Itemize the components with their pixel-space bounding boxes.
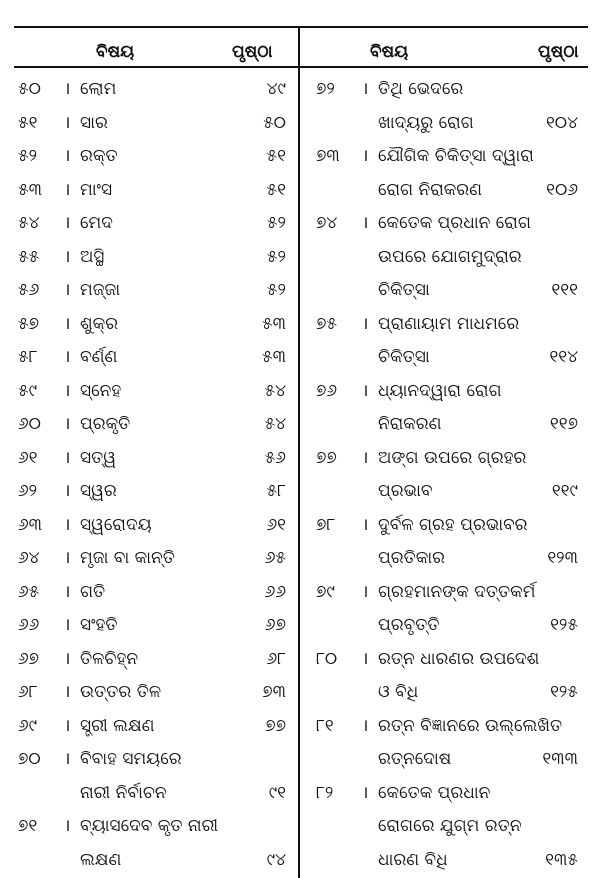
entry-number: ୬୩	[18, 514, 43, 535]
toc-entry	[18, 273, 286, 307]
toc-entry	[316, 508, 578, 542]
toc-entry	[316, 809, 578, 843]
entry-title: ଗ୍ରହମାନଙ୍କ ଦତ୍ତକର୍ମ	[378, 581, 536, 602]
toc-entry	[316, 675, 578, 709]
entry-number: ୭୮	[316, 514, 336, 535]
entry-page: ୭୩	[262, 682, 286, 702]
separator-mark: ।	[64, 347, 71, 367]
separator-mark: ।	[362, 380, 369, 401]
separator-mark: ।	[64, 246, 71, 267]
toc-entry	[18, 240, 286, 274]
entry-page: ୫୩	[262, 347, 286, 367]
separator-mark: ।	[64, 213, 71, 233]
separator-mark: ।	[64, 146, 71, 166]
separator-mark: ।	[64, 179, 71, 200]
entry-page: ୯୧	[268, 782, 286, 803]
entry-page: ୧୨୫	[550, 682, 578, 702]
entry-number: ୬୬	[18, 615, 40, 635]
toc-entry	[316, 374, 578, 408]
entry-page: ୧୧୧	[551, 280, 578, 300]
entry-page: ୫୧	[266, 179, 286, 200]
entry-page: ୫୬	[264, 447, 286, 468]
entry-number: ୭୫	[316, 313, 338, 334]
entry-number: ୮୦	[316, 648, 338, 669]
separator-mark: ।	[64, 548, 71, 568]
entry-title: ପ୍ରବୃତ୍ତି	[378, 615, 440, 635]
entry-title: ନିରାକରଣ	[378, 414, 442, 434]
separator-mark: ।	[362, 79, 369, 99]
entry-title: ରତ୍ନ ବିଜ୍ଞାନରେ ଉଲ୍ଲେଖିତ	[378, 715, 563, 736]
entry-number: ୫୩	[18, 179, 42, 200]
toc-entry	[18, 675, 286, 709]
entry-page: ୧୨୫	[550, 615, 578, 635]
entry-title: ସାର	[80, 112, 108, 133]
toc-entry	[18, 776, 286, 810]
entry-title: ଦୁର୍ବଳ ଗ୍ରହ ପ୍ରଭାବର	[378, 514, 528, 535]
toc-entry	[316, 72, 578, 106]
separator-mark: ।	[64, 481, 71, 501]
separator-mark: ।	[362, 146, 369, 166]
separator-mark: ।	[362, 782, 369, 803]
entry-title: ସଂହତି	[80, 615, 118, 635]
toc-entry	[316, 173, 578, 207]
entry-title: ଉତ୍ତର ତିଳ	[80, 682, 162, 702]
entry-title: ପ୍ରାଣାୟାମ ମାଧମରେ	[378, 313, 520, 334]
entry-title: ଚିକିତ୍ସା	[378, 280, 430, 300]
toc-entry	[316, 843, 578, 877]
entry-page: ୧୩୫	[545, 849, 578, 870]
toc-entry	[316, 407, 578, 441]
toc-entry	[18, 843, 286, 877]
toc-entry	[18, 809, 286, 843]
toc-entry	[316, 608, 578, 642]
toc-entry	[18, 608, 286, 642]
toc-entry	[18, 173, 286, 207]
toc-entry	[316, 106, 578, 140]
entry-title: ଅସ୍ଥି	[80, 246, 105, 267]
entry-number: ୭୧	[18, 816, 38, 836]
entry-title: ପ୍ରତିକାର	[378, 548, 446, 568]
column-divider	[298, 26, 300, 878]
toc-entry	[316, 340, 578, 374]
header-rule	[14, 66, 588, 68]
entry-number: ୬୧	[18, 447, 38, 468]
separator-mark: ।	[362, 514, 369, 535]
entry-number: ୬୦	[18, 414, 41, 434]
entry-number: ୮୧	[316, 715, 334, 736]
entry-number: ୫୮	[18, 347, 38, 367]
separator-mark: ।	[64, 280, 71, 300]
toc-entry	[18, 106, 286, 140]
entry-title: ବିବାହ ସମୟରେ	[80, 749, 182, 769]
entry-page: ୫୨	[266, 213, 286, 233]
separator-mark: ।	[64, 749, 71, 769]
entry-title: ଚିକିତ୍ସା	[378, 347, 430, 367]
separator-mark: ।	[64, 414, 71, 434]
toc-entry	[18, 340, 286, 374]
entry-number: ୬୮	[18, 682, 38, 702]
entry-page: ୧୦୪	[545, 112, 578, 133]
entry-page: ୯୪	[266, 849, 286, 870]
entry-title: ଓ ବିଧି	[378, 682, 419, 702]
entry-title: ରକ୍ତ	[80, 146, 118, 166]
toc-entry	[18, 642, 286, 676]
entry-title: ବ୍ୟାସଦେବ କୃତ ନାରୀ	[80, 816, 219, 836]
entry-page: ୬୧	[266, 514, 286, 535]
toc-entry	[316, 776, 578, 810]
entry-number: ୫୪	[18, 213, 40, 233]
entry-title: ଅଙ୍ଗ ଉପରେ ଗ୍ରହର	[378, 447, 527, 468]
separator-mark: ।	[64, 615, 71, 635]
entry-number: ୬୭	[18, 648, 40, 669]
entry-page: ୬୬	[264, 581, 286, 602]
entry-page: ୭୭	[265, 715, 286, 736]
entry-title: ଯୌଗିକ ଚିକିତ୍ସା ଦ୍ୱାରା	[378, 146, 534, 166]
entry-title: କେତେକ ପ୍ରଧାନ ରୋଗ	[378, 213, 531, 233]
toc-entry	[18, 508, 286, 542]
entry-number: ୭୪	[316, 213, 338, 233]
entry-number: ୫୫	[18, 246, 40, 267]
separator-mark: ।	[64, 715, 71, 736]
entry-number: ୭୦	[18, 749, 41, 769]
entry-page: ୧୧୭	[549, 414, 578, 434]
left-page-header: ପୃଷ୍ଠା	[232, 42, 273, 62]
entry-title: ଖାଦ୍ୟରୁ ରୋଗ	[378, 112, 474, 133]
entry-number: ୮୨	[316, 782, 334, 803]
toc-entry	[18, 139, 286, 173]
entry-page: ୧୧୪	[549, 347, 578, 367]
entry-number: ୬୨	[18, 481, 38, 501]
entry-title: ପ୍ରକୃତି	[80, 414, 131, 434]
toc-entry	[18, 307, 286, 341]
top-rule	[14, 26, 588, 28]
entry-page: ୫୨	[266, 280, 286, 300]
toc-entry	[18, 474, 286, 508]
toc-entry	[316, 240, 578, 274]
entry-number: ୫୯	[18, 380, 38, 401]
entry-number: ୫୧	[18, 112, 38, 133]
entry-number: ୭୬	[316, 380, 338, 401]
entry-page: ୬୮	[266, 648, 286, 669]
separator-mark: ।	[64, 79, 71, 99]
toc-entry	[316, 139, 578, 173]
entry-title: ତିଳଚିହ୍ନ	[80, 648, 139, 669]
entry-page: ୧୩୩	[542, 749, 578, 769]
toc-entry	[316, 441, 578, 475]
separator-mark: ।	[64, 682, 71, 702]
separator-mark: ।	[362, 581, 369, 602]
entry-title: ଲକ୍ଷଣ	[80, 849, 122, 870]
entry-number: ୭୭	[316, 447, 337, 468]
separator-mark: ।	[362, 313, 369, 334]
entry-title: ମୃଜା ବା କାନ୍ତି	[80, 548, 175, 568]
entry-title: ସ୍ତ୍ରୀ ଲକ୍ଷଣ	[80, 715, 155, 736]
toc-entry	[18, 441, 286, 475]
separator-mark: ।	[362, 447, 369, 468]
toc-entry	[18, 206, 286, 240]
toc-entry	[316, 474, 578, 508]
entry-page: ୫୧	[266, 146, 286, 166]
entry-number: ୫୬	[18, 280, 40, 300]
right-subject-header: ବିଷୟ	[370, 42, 409, 62]
toc-entry	[18, 709, 286, 743]
entry-page: ୬୫	[264, 548, 286, 568]
entry-title: ସ୍ୱରୋଦୟ	[80, 514, 152, 535]
entry-title: ସତ୍ୱ	[80, 447, 117, 468]
toc-entry	[316, 307, 578, 341]
toc-entry	[18, 575, 286, 609]
entry-number: ୬୯	[18, 715, 38, 736]
separator-mark: ।	[64, 112, 71, 133]
entry-page: ୫୮	[266, 481, 286, 501]
toc-entry	[316, 742, 578, 776]
toc-entry	[18, 72, 286, 106]
entry-number: ୬୪	[18, 548, 40, 568]
toc-entry	[18, 541, 286, 575]
entry-title: ଗତି	[80, 581, 106, 602]
entry-page: ୫୦	[263, 112, 286, 133]
separator-mark: ।	[64, 581, 71, 602]
separator-mark: ।	[362, 648, 369, 669]
entry-page: ୪୯	[266, 79, 286, 99]
entry-title: ଉପରେ ଯୋଗମୁଦ୍ରାର	[378, 246, 522, 267]
entry-title: ବର୍ଣ୍ଣ	[80, 347, 118, 367]
entry-title: ରତ୍ନ ଧାରଣର ଉପଦେଶ	[378, 648, 540, 669]
entry-number: ୭୨	[316, 79, 335, 99]
entry-page: ୧୦୬	[546, 179, 578, 200]
entry-page: ୧୨୩	[547, 548, 578, 568]
entry-title: ଶୁକ୍ର	[80, 313, 119, 334]
entry-page: ୫୪	[264, 414, 286, 434]
separator-mark: ।	[362, 715, 369, 736]
toc-entry	[316, 575, 578, 609]
separator-mark: ।	[64, 313, 71, 334]
entry-number: ୬୫	[18, 581, 40, 602]
left-subject-header: ବିଷୟ	[96, 42, 135, 62]
separator-mark: ।	[362, 213, 369, 233]
separator-mark: ।	[64, 648, 71, 669]
entry-title: ରୋଗରେ ଯୁଗ୍ମ ରତ୍ନ	[378, 816, 522, 836]
entry-title: ନାରୀ ନିର୍ବାଚନ	[80, 782, 167, 803]
separator-mark: ।	[64, 380, 71, 401]
entry-number: ୫୨	[18, 146, 38, 166]
toc-entry	[316, 206, 578, 240]
entry-title: ତିଥି ଭେଦରେ	[378, 79, 464, 99]
entry-page: ୫୪	[264, 380, 286, 401]
toc-entry	[18, 407, 286, 441]
entry-page: ୧୧୯	[551, 481, 578, 501]
entry-number: ୫୭	[18, 313, 40, 334]
entry-title: ଧାରଣ ବିଧି	[378, 849, 448, 870]
toc-entry	[18, 742, 286, 776]
right-page-header: ପୃଷ୍ଠା	[538, 42, 579, 62]
toc-entry	[316, 709, 578, 743]
entry-title: ମେଦ	[80, 213, 113, 233]
toc-entry	[316, 541, 578, 575]
entry-page: ୫୨	[266, 246, 286, 267]
entry-number: ୭୯	[316, 581, 335, 602]
entry-title: ସ୍ନେହ	[80, 380, 122, 401]
toc-entry	[18, 374, 286, 408]
entry-title: ସ୍ୱର	[80, 481, 117, 501]
separator-mark: ।	[64, 514, 71, 535]
entry-number: ୭୩	[316, 146, 340, 166]
entry-title: ଲୋମ	[80, 79, 117, 99]
entry-title: ପ୍ରଭାବ	[378, 481, 433, 501]
entry-page: ୬୭	[264, 615, 286, 635]
entry-title: ଧ୍ୟାନଦ୍ୱାରା ରୋଗ	[378, 380, 502, 401]
separator-mark: ।	[64, 447, 71, 468]
entry-title: ରୋଗ ନିରାକରଣ	[378, 179, 483, 200]
entry-page: ୫୩	[262, 313, 286, 334]
entry-title: କେତେକ ପ୍ରଧାନ	[378, 782, 491, 803]
entry-number: ୫୦	[18, 79, 41, 99]
entry-title: ମଜ୍ଜା	[80, 280, 121, 300]
toc-entry	[316, 642, 578, 676]
toc-entry	[316, 273, 578, 307]
entry-title: ରତ୍ନଦୋଷ	[378, 749, 452, 769]
separator-mark: ।	[64, 816, 71, 836]
entry-title: ମାଂସ	[80, 179, 113, 200]
